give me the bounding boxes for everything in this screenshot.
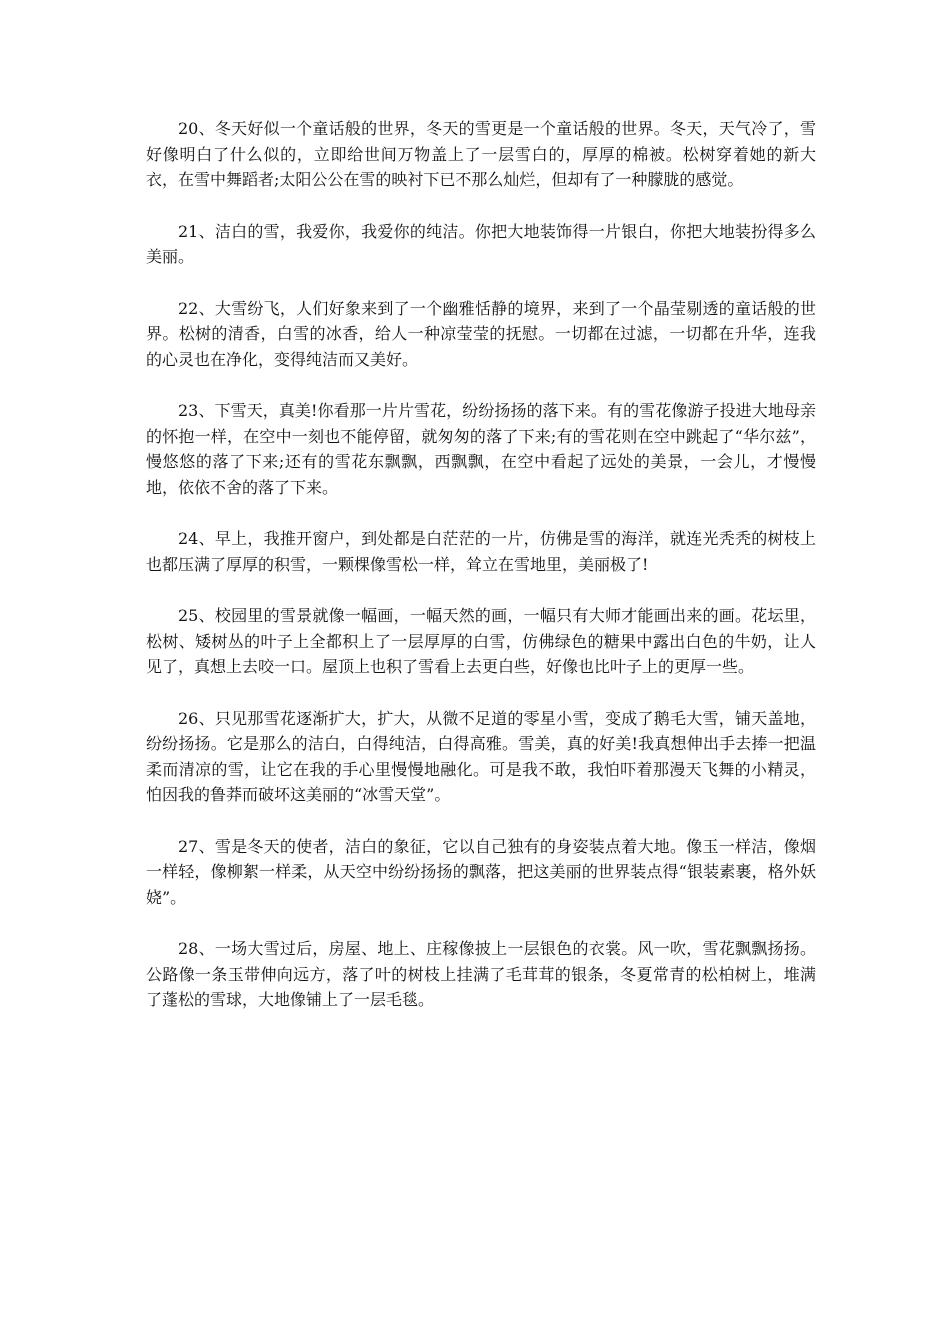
paragraph-20: 20、冬天好似一个童话般的世界，冬天的雪更是一个童话般的世界。冬天，天气冷了，雪好像明白了什么似的，立即给世间万物盖上了一层雪白的，厚厚的棉被。松树穿着她的新大衣，在雪中舞蹈者;太阳公公在雪的映衬下已不那么灿烂，但却有了一种朦胧的感觉。: [146, 119, 816, 189]
paragraph-28: 28、一场大雪过后，房屋、地上、庄稼像披上一层银色的衣裳。风一吹，雪花飘飘扬扬。公路像一条玉带伸向远方，落了叶的树枝上挂满了毛茸茸的银条，冬夏常青的松柏树上，堆满了蓬松的雪球，大地像铺上了一层毛毯。: [146, 939, 816, 1009]
paragraph-21: 21、洁白的雪，我爱你，我爱你的纯洁。你把大地装饰得一片银白，你把大地装扮得多么美丽。: [146, 221, 816, 266]
document-body: [146, 116, 816, 1039]
paragraph-24: 24、早上，我推开窗户，到处都是白茫茫的一片，仿佛是雪的海洋，就连光秃秃的树枝上也都压满了厚厚的积雪，一颗棵像雪松一样，耸立在雪地里，美丽极了!: [146, 529, 816, 574]
paragraph-27: 27、雪是冬天的使者，洁白的象征，它以自己独有的身姿装点着大地。像玉一样洁，像烟一样轻，像柳絮一样柔，从天空中纷纷扬扬的飘落，把这美丽的世界装点得“银装素裹，格外妖娆”。: [146, 836, 816, 907]
paragraph-25: 25、校园里的雪景就像一幅画，一幅天然的画，一幅只有大师才能画出来的画。花坛里，松树、矮树丛的叶子上全都积上了一层厚厚的白雪，仿佛绿色的糖果中露出白色的牛奶，让人见了，真想上去咬一口。屋顶上也积了雪看上去更白些，好像也比叶子上的更厚一些。: [146, 606, 816, 676]
paragraph-23: 23、下雪天，真美!你看那一片片雪花，纷纷扬扬的落下来。有的雪花像游子投进大地母亲的怀抱一样，在空中一刻也不能停留，就匆匆的落了下来;有的雪花则在空中跳起了“华尔兹”，慢悠悠的落了下来;还有的雪花东飘飘，西飘飘，在空中看起了远处的美景，一会儿，才慢慢地，依依不舍的落了下来。: [146, 401, 816, 497]
paragraph-22: 22、大雪纷飞，人们好象来到了一个幽雅恬静的境界，来到了一个晶莹剔透的童话般的世界。松树的清香，白雪的冰香，给人一种凉莹莹的抚慰。一切都在过滤，一切都在升华，连我的心灵也在净化，变得纯洁而又美好。: [146, 298, 816, 369]
paragraph-26: 26、只见那雪花逐渐扩大，扩大，从微不足道的零星小雪，变成了鹅毛大雪，铺天盖地，纷纷扬扬。它是那么的洁白，白得纯洁，白得高雅。雪美，真的好美!我真想伸出手去捧一把温柔而清凉的雪，让它在我的手心里慢慢地融化。可是我不敢，我怕吓着那漫天飞舞的小精灵，怕因我的鲁莽而破坏这美丽的“冰雪天堂”。: [146, 708, 816, 804]
